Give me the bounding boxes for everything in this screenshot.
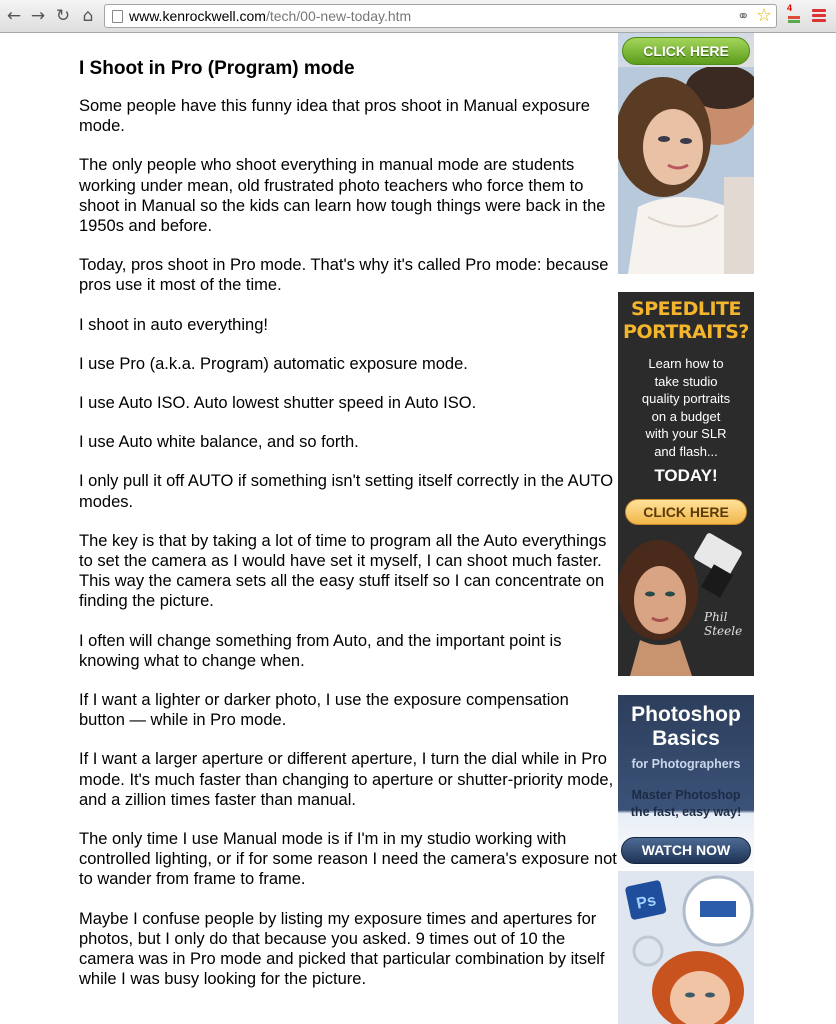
url-text[interactable] bbox=[129, 8, 411, 25]
article-paragraph: If I want a lighter or darker photo, I use the exposure compensation button — while in Pro mode. bbox=[79, 691, 569, 730]
speedlite-click-button[interactable]: CLICK HERE bbox=[625, 499, 747, 525]
article-heading: I Shoot in Pro (Program) mode bbox=[79, 58, 355, 79]
article-paragraph: I use Auto white balance, and so forth. bbox=[79, 433, 359, 452]
speedlite-headline-line: SPEEDLITE bbox=[631, 298, 741, 320]
wedding-ad[interactable] bbox=[618, 33, 754, 274]
signature-line: Phil bbox=[704, 610, 728, 624]
speedlite-headline-line: PORTRAITS? bbox=[623, 321, 749, 343]
url-host: www.kenrockwell.com bbox=[129, 8, 266, 24]
photographer-signature bbox=[704, 610, 742, 638]
magnifier-icon[interactable]: ⚭ bbox=[737, 7, 750, 25]
signature-line: Steele bbox=[704, 624, 743, 638]
photoshop-title bbox=[618, 703, 754, 751]
menu-icon[interactable] bbox=[812, 9, 826, 23]
article-paragraph: Some people have this funny idea that pros shoot in Manual exposure mode. bbox=[79, 97, 590, 136]
speedlite-headline bbox=[618, 298, 754, 344]
speedlite-description-line: and flash... bbox=[654, 443, 718, 459]
speedlite-description-line: quality portraits bbox=[641, 391, 731, 406]
home-icon[interactable]: ⌂ bbox=[82, 6, 94, 26]
page-icon bbox=[112, 10, 123, 23]
article-paragraph: The only people who shoot everything in manual mode are students working under mean, old frustrated photo teachers who force them to shoot in Manual so the kids can learn how tough things were back in the 1950s and before. bbox=[79, 156, 606, 236]
address-bar[interactable] bbox=[104, 4, 777, 28]
article-paragraph: I shoot in auto everything! bbox=[79, 315, 268, 334]
couple-photo bbox=[618, 67, 754, 274]
speedlite-today: TODAY! bbox=[654, 466, 718, 485]
speedlite-description-line: on a budget bbox=[651, 408, 721, 424]
photoshop-subtitle: for Photographers bbox=[631, 757, 741, 771]
portrait-photo bbox=[618, 530, 754, 676]
speedlite-description bbox=[626, 355, 746, 460]
browser-toolbar bbox=[0, 0, 836, 33]
photoshop-artwork bbox=[618, 871, 754, 1024]
photoshop-title-line: Photoshop bbox=[631, 703, 741, 726]
speedlite-description-line: with your SLR bbox=[645, 426, 727, 441]
wedding-ad-click-button[interactable]: CLICK HERE bbox=[622, 37, 750, 65]
ps-logo-icon: Ps bbox=[634, 892, 658, 913]
speedlite-ad[interactable] bbox=[618, 292, 754, 676]
article-paragraph: Today, pros shoot in Pro mode. That's why it's called Pro mode: because pros use it most of the time. bbox=[79, 256, 609, 295]
article bbox=[79, 58, 619, 1009]
article-paragraph: The only time I use Manual mode is if I'm in my studio working with controlled lighting, or if for some reason I need the camera's exposure not to wander from frame to frame. bbox=[79, 830, 617, 889]
speedlite-description-line: take studio bbox=[654, 373, 718, 389]
article-paragraph: I use Auto ISO. Auto lowest shutter speed in Auto ISO. bbox=[79, 394, 477, 413]
article-paragraph: Maybe I confuse people by listing my exposure times and apertures for photos, but I only do that because you asked. 9 times out of 10 the camera was in Pro mode and picked that particular combination by itself while I was busy looking for the picture. bbox=[79, 909, 605, 989]
speedlite-description-line: Learn how to bbox=[648, 356, 724, 371]
reload-icon[interactable]: ↻ bbox=[55, 6, 71, 26]
extension-badge: 4 bbox=[787, 3, 793, 13]
article-paragraph: I use Pro (a.k.a. Program) automatic exposure mode. bbox=[79, 354, 468, 373]
article-paragraph: I often will change something from Auto, and the important point is knowing what to change when. bbox=[79, 631, 562, 670]
photoshop-tagline-line: the fast, easy way! bbox=[630, 805, 742, 819]
article-paragraph: If I want a larger aperture or different aperture, I turn the dial while in Pro mode. It's much faster than changing to aperture or shutter-priority mode, and a zillion times faster than manual. bbox=[79, 750, 614, 809]
article-paragraph: I only pull it off AUTO if something isn't setting itself correctly in the AUTO modes. bbox=[79, 472, 614, 511]
back-arrow-icon[interactable]: ← bbox=[6, 6, 22, 26]
star-icon[interactable]: ☆ bbox=[756, 5, 773, 26]
article-paragraph: The key is that by taking a lot of time to program all the Auto everythings to set the camera as I would have set it myself, I can shoot much faster. This way the camera sets all the easy stuff itself so I can concentrate on finding the picture. bbox=[79, 531, 607, 611]
url-path: /tech/00-new-today.htm bbox=[265, 8, 412, 24]
photoshop-tagline-line: Master Photoshop bbox=[631, 788, 741, 802]
watch-now-button[interactable]: WATCH NOW bbox=[621, 837, 751, 864]
photoshop-title-line: Basics bbox=[652, 727, 720, 750]
photoshop-ad[interactable] bbox=[618, 695, 754, 1024]
forward-arrow-icon[interactable]: → bbox=[30, 6, 46, 26]
photoshop-tagline bbox=[618, 787, 754, 821]
